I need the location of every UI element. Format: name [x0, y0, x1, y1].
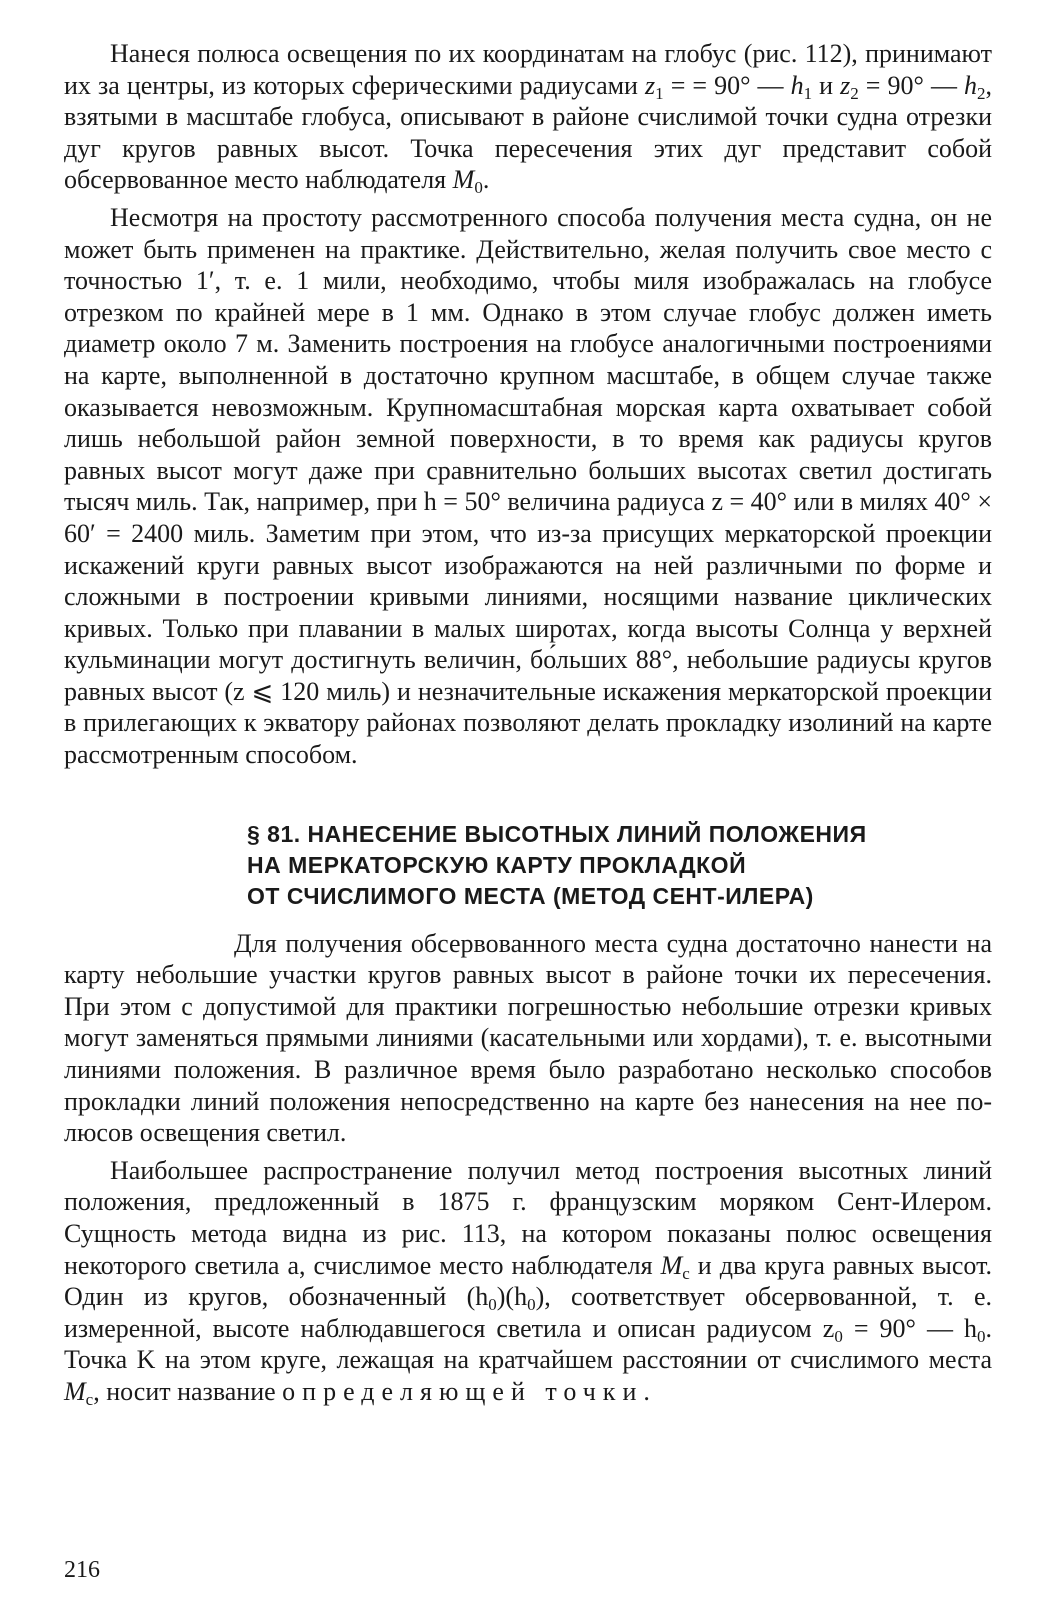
page-body — [64, 38, 992, 1408]
subscript: 1 — [803, 83, 813, 103]
text-run: и два круга равных высот. Один из кругов, обозначенный (h — [64, 1250, 992, 1312]
text-run: = 90° — — [858, 70, 964, 100]
text-run: , взятыми в масштабе глобуса, описывают в районе счислимой точки судна отрезки дуг кругов равных высот. Точка пересечения этих дуг представит собой обсервованное место наблюдателя — [64, 70, 992, 195]
subscript: 0 — [527, 1295, 536, 1315]
section-heading — [247, 819, 992, 912]
text-run: Наибольшее распространение получил метод построения высотных линий положения, предложенный в 1875 г. французским моряком Сент-Илером. Сущность метода видна из рис. 113, на котором показаны полюс освещения некоторого светила a, счислимое место наблюдателя — [64, 1155, 992, 1280]
heading-line-3: ОТ СЧИСЛИМОГО МЕСТА (МЕТОД СЕНТ-ИЛЕРА) — [247, 882, 814, 909]
heading-line-1: § 81. НАНЕСЕНИЕ ВЫСОТНЫХ ЛИНИЙ ПОЛОЖЕНИЯ — [247, 820, 867, 847]
text-run: = 90° — h — [842, 1313, 977, 1343]
subscript: c — [682, 1263, 690, 1283]
var-z1: z — [645, 70, 656, 100]
subscript: 2 — [977, 83, 986, 103]
var-m0: M — [452, 165, 475, 195]
var-mc: M — [64, 1376, 86, 1406]
text-run: . — [482, 165, 490, 195]
paragraph-1 — [64, 38, 992, 196]
text-run: = = 90° — — [663, 70, 791, 100]
paragraph-3: Для получения обсервованного места судна достаточно нанести на карту небольшие участки кругов равных высот в районе точки их пересечения. При этом с допустимой для практики погрешностью небольшие отрезки кривых могут заменяться прямыми линиями (касательными или хордами), т. е. высотными линиями положения. В различное время было разработано несколько способов прокладки линий положения непосредственно на карте без нанесения на нее полюсов освещения светил. — [64, 928, 992, 1148]
text-run: ), соответствует обсервованной, т. е. измеренной, высоте наблюдавшегося светила и описан радиусом z — [64, 1282, 992, 1343]
subscript: 0 — [977, 1326, 986, 1346]
var-z2: z — [840, 70, 851, 100]
subscript: 0 — [488, 1295, 497, 1315]
heading-line-2: НА МЕРКАТОРСКУЮ КАРТУ ПРОКЛАДКОЙ — [247, 851, 747, 878]
var-h1: h — [790, 70, 804, 100]
text-run: . — [643, 1376, 650, 1406]
subscript: 0 — [834, 1326, 843, 1346]
text-run: и — [812, 70, 841, 100]
page-number: 216 — [64, 1557, 100, 1583]
subscript: 2 — [850, 83, 859, 103]
paragraph-2: Несмотря на простоту рассмотренного способа получения места судна, он не может быть применен на практике. Действительно, желая получить свое место с точностью 1′, т. е. 1 мили, необходимо, чтобы миля изображалась на глобусе отрезком по крайней мере в 1 мм. Однако в этом случае глобус должен иметь диаметр около 7 м. Заменить построения на глобусе аналогичными построениями на карте, выполненной в достаточно крупном масштабе, в общем случае также оказывается невозможным. Крупномасштабная морская карта охватывает собой лишь небольшой район земной поверхности, в то время как радиусы кругов равных высот могут даже при сравнительно больших высотах светил достигать тысяч миль. Так, например, при h = 50° величина радиуса z = 40° или в милях 40° × 60′ = 2400 миль. Заметим при этом, что из-за присущих меркаторской проекции искажений круги равных высот изображаются на ней различными по форме и сложными в построении кривыми линиями, носящими название циклических кривых. Только при плавании в малых широтах, когда высоты Солнца у верхней кульминации могут достигнуть величин, бо́льших 88°, небольшие радиусы кругов равных высот (z ⩽ 120 миль) и незначительные искажения меркаторской проекции в прилегающих к экватору районах позволяют делать прокладку изолиний на карте рассмотренным способом. — [64, 202, 992, 770]
var-h2: h — [964, 70, 977, 100]
text-run: , носит название — [93, 1376, 283, 1406]
paragraph-4 — [64, 1155, 992, 1408]
subscript: 0 — [474, 178, 483, 198]
text-run: Нанеся полюса освещения по их координатам на глобус (рис. 112), принимают их за центры, из которых сферическими радиусами — [64, 39, 992, 100]
text-run: )(h — [496, 1282, 528, 1312]
subscript: 1 — [655, 83, 664, 103]
text-run: . Точка K на этом круге, лежащая на кратчайшем расстоянии от счислимого места — [64, 1313, 992, 1375]
spaced-term: определяющей точки — [282, 1376, 644, 1406]
var-mc: M — [660, 1250, 683, 1280]
subscript: c — [85, 1389, 94, 1409]
